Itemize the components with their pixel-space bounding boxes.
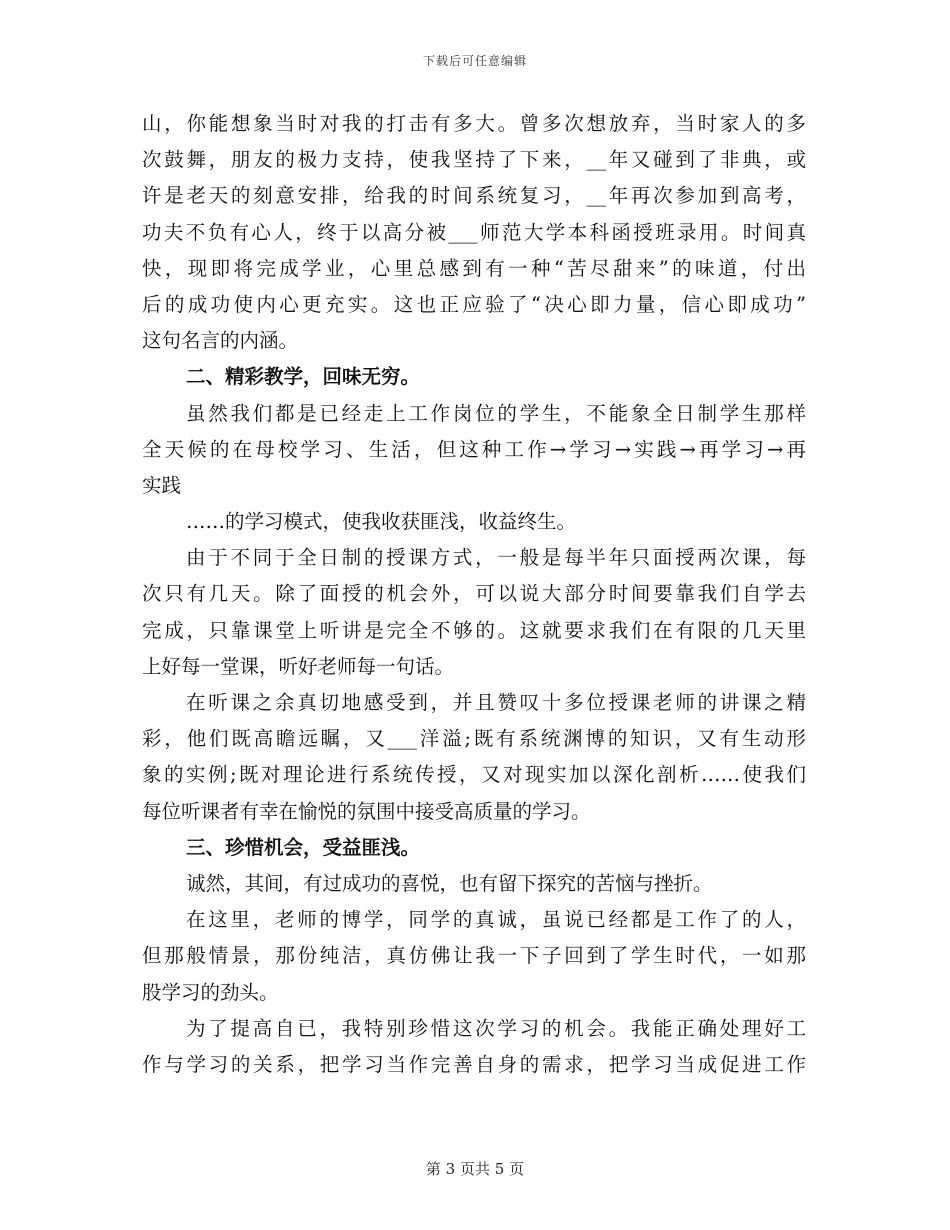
text-line: 虽然我们都是已经走上工作岗位的学生，不能象全日制学生那样 bbox=[186, 401, 806, 425]
text-line: 上好每一堂课，听好老师每一句话。 bbox=[142, 654, 455, 678]
text-line: 由于不同于全日制的授课方式，一般是每半年只面授两次课，每 bbox=[186, 546, 806, 570]
text-line: 完成，只靠课堂上听讲是完全不够的。这就要求我们在有限的几天里 bbox=[142, 618, 806, 642]
section-heading-3: 三、珍惜机会，受益匪浅。 bbox=[186, 835, 421, 859]
text-line: 象的实例;既对理论进行系统传授，又对现实加以深化剖析……使我们 bbox=[142, 763, 806, 787]
text-line: 股学习的劲头。 bbox=[142, 980, 279, 1004]
text-line: 每位听课者有幸在愉悦的氛围中接受高质量的学习。 bbox=[142, 799, 591, 823]
text-line: 全天候的在母校学习、生活，但这种工作→学习→实践→再学习→再 bbox=[142, 437, 806, 461]
text-line: ……的学习模式，使我收获匪浅，收益终生。 bbox=[186, 510, 577, 534]
text-line: 山，你能想象当时对我的打击有多大。曾多次想放弃，当时家人的多 bbox=[142, 112, 806, 135]
text-line: 在这里，老师的博学，同学的真诚，虽说已经都是工作了的人， bbox=[186, 908, 806, 932]
text-line: 作与学习的关系，把学习当作完善自身的需求，把学习当成促进工作 bbox=[142, 1052, 806, 1076]
text-line: 许是老天的刻意安排，给我的时间系统复习，__年再次参加到高考， bbox=[142, 184, 806, 208]
text-line: 在听课之余真切地感受到，并且赞叹十多位授课老师的讲课之精 bbox=[186, 691, 806, 714]
section-heading-2: 二、精彩教学，回味无穷。 bbox=[186, 365, 421, 389]
document-body bbox=[142, 106, 806, 1083]
text-line: 后的成功使内心更充实。这也正应验了“决心即力量，信心即成功” bbox=[142, 292, 806, 316]
text-line: 次鼓舞，朋友的极力支持，使我坚持了下来，__年又碰到了非典，或 bbox=[142, 148, 806, 172]
page-number: 第 3 页共 5 页 bbox=[425, 1160, 525, 1178]
text-line: 但那般情景，那份纯洁，真仿佛让我一下子回到了学生时代，一如那 bbox=[142, 944, 806, 968]
text-line: 为了提高自已，我特别珍惜这次学习的机会。我能正确处理好工 bbox=[186, 1016, 806, 1040]
text-line: 这句名言的内涵。 bbox=[142, 329, 299, 353]
text-line: 快，现即将完成学业，心里总感到有一种“苦尽甜来”的味道，付出 bbox=[142, 256, 806, 280]
text-line: 彩，他们既高瞻远瞩，又___洋溢;既有系统渊博的知识，又有生动形 bbox=[142, 727, 806, 751]
text-line: 诚然，其间，有过成功的喜悦，也有留下探究的苦恼与挫折。 bbox=[186, 871, 713, 895]
text-line: 实践 bbox=[142, 473, 182, 497]
page-header: 下载后可任意编辑 bbox=[422, 54, 527, 68]
text-line: 功夫不负有心人，终于以高分被___师范大学本科函授班录用。时间真 bbox=[142, 220, 806, 244]
text-line: 次只有几天。除了面授的机会外，可以说大部分时间要靠我们自学去 bbox=[142, 582, 806, 606]
